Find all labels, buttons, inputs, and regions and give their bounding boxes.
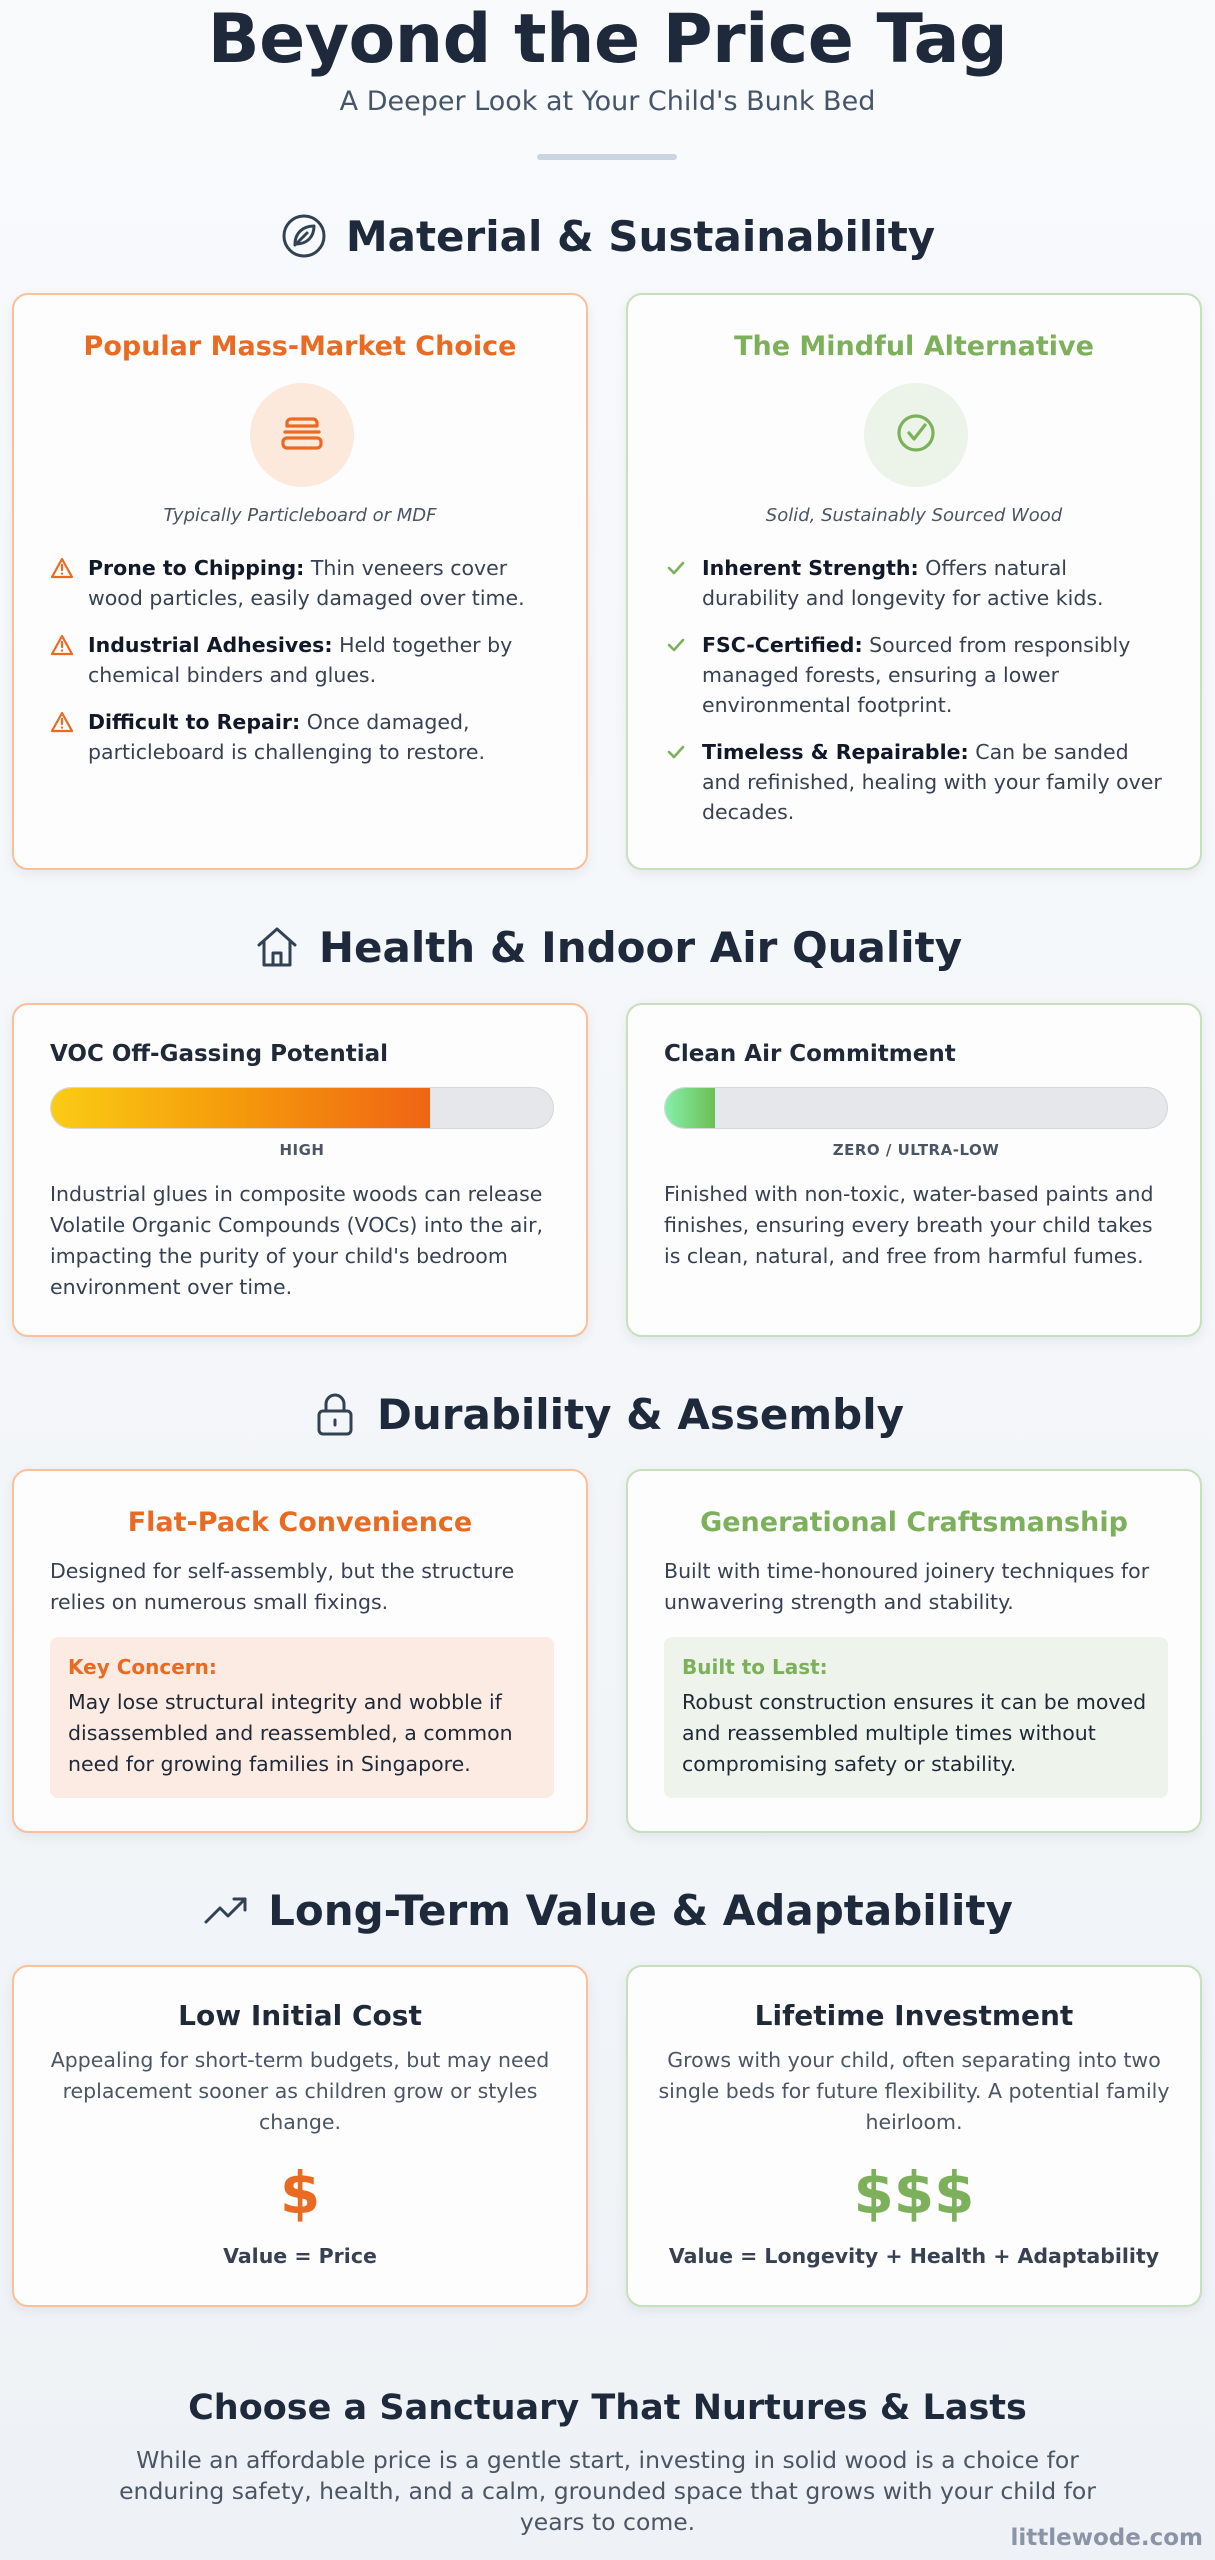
point-text: Thin veneers cover wood particles, easily damaged over time. (88, 556, 525, 610)
card-text: Finished with non-toxic, water-based paints and finishes, ensuring every breath your child takes is clean, natural, and free from harmful fumes. (664, 1182, 1154, 1268)
points-list (50, 553, 556, 784)
card-title: The Mindful Alternative (734, 331, 1094, 362)
site-watermark: littlewode.com (1010, 2525, 1203, 2551)
card-title: Lifetime Investment (754, 1999, 1074, 2032)
list-item (50, 707, 556, 767)
section-heading-health (0, 917, 1215, 977)
page-subtitle: A Deeper Look at Your Child's Bunk Bed (339, 86, 876, 117)
section-title: Material & Sustainability (345, 211, 936, 261)
card-title: Low Initial Cost (178, 1999, 422, 2032)
level-label: ZERO / ULTRA-LOW (832, 1141, 1000, 1159)
callout-text: May lose structural integrity and wobble if disassembled and reassembled, a common need for growing families in Singapore. (68, 1690, 513, 1776)
card-text: Appealing for short-term budgets, but may need replacement sooner as children grow or styles change. (50, 2048, 550, 2134)
voc-level-bar (50, 1087, 554, 1129)
callout-title: Built to Last: (682, 1655, 828, 1679)
points-list (664, 553, 1170, 844)
closing-text: While an affordable price is a gentle start, investing in solid wood is a choice for enduring safety, health, and a calm, grounded space that grows with your child for years to come. (119, 2446, 1096, 2536)
closing-title: Choose a Sanctuary That Nurtures & Lasts (188, 2388, 1027, 2428)
warning-icon (50, 633, 74, 657)
home-icon (253, 923, 301, 971)
card-voc (12, 1003, 588, 1337)
callout-text: Robust construction ensures it can be moved and reassembled multiple times without compromising safety or stability. (682, 1690, 1147, 1776)
section-heading-value (0, 1880, 1215, 1940)
card-clean-air (626, 1003, 1202, 1337)
clean-air-level-fill (665, 1088, 715, 1128)
card-text: Grows with your child, often separating into two single beds for future flexibility. A potential family heirloom. (658, 2048, 1170, 2134)
point-text: Offers natural durability and longevity for active kids. (702, 556, 1104, 610)
card-text: Built with time-honoured joinery techniques for unwavering strength and stability. (664, 1559, 1150, 1614)
section-heading-durability (0, 1384, 1215, 1444)
card-title: VOC Off-Gassing Potential (50, 1041, 388, 1067)
card-text: Industrial glues in composite woods can release Volatile Organic Compounds (VOCs) into the air, impacting the purity of your child's bedroom environment over time. (50, 1182, 544, 1299)
key-concern-callout (50, 1637, 554, 1798)
card-low-cost (12, 1965, 588, 2307)
card-mindful-material (626, 293, 1202, 870)
checkmark-icon (664, 556, 688, 580)
point-label: Industrial Adhesives: (88, 633, 333, 657)
card-lifetime-investment (626, 1965, 1202, 2307)
point-label: FSC-Certified: (702, 633, 863, 657)
checkmark-icon (664, 740, 688, 764)
card-title: Popular Mass-Market Choice (83, 331, 517, 362)
point-label: Inherent Strength: (702, 556, 919, 580)
callout-title: Key Concern: (68, 1655, 217, 1679)
list-item (50, 553, 556, 613)
section-title: Health & Indoor Air Quality (318, 922, 963, 972)
check-circle-icon (894, 411, 938, 459)
point-text: Sourced from responsibly managed forests, ensuring a lower environmental footprint. (702, 633, 1131, 717)
warning-icon (50, 710, 74, 734)
list-item (664, 553, 1170, 613)
card-flat-pack (12, 1469, 588, 1833)
voc-level-fill (51, 1088, 430, 1128)
list-item (664, 630, 1170, 720)
section-heading-material (0, 206, 1215, 266)
point-text: Held together by chemical binders and glues. (88, 633, 513, 687)
material-caption: Typically Particleboard or MDF (163, 505, 437, 526)
value-equation: Value = Price (223, 2244, 377, 2268)
list-item (50, 630, 556, 690)
card-mass-market-material (12, 293, 588, 870)
point-label: Timeless & Repairable: (702, 740, 969, 764)
check-icon-badge (864, 383, 968, 487)
checkmark-icon (664, 633, 688, 657)
card-text: Designed for self-assembly, but the structure relies on numerous small fixings. (50, 1559, 515, 1614)
point-text: Can be sanded and refinished, healing with your family over decades. (702, 740, 1162, 824)
list-item (664, 737, 1170, 827)
layers-icon (279, 413, 325, 457)
warning-icon (50, 556, 74, 580)
point-label: Prone to Chipping: (88, 556, 305, 580)
card-title: Flat-Pack Convenience (127, 1507, 473, 1538)
material-caption: Solid, Sustainably Sourced Wood (765, 505, 1063, 526)
built-to-last-callout (664, 1637, 1168, 1798)
leaf-icon (280, 212, 328, 260)
card-title: Clean Air Commitment (664, 1041, 956, 1067)
layers-icon-badge (250, 383, 354, 487)
price-symbol: $$$ (853, 2159, 975, 2227)
level-label: HIGH (279, 1141, 325, 1159)
card-title: Generational Craftsmanship (700, 1507, 1128, 1538)
page-title: Beyond the Price Tag (207, 0, 1008, 79)
section-title: Long-Term Value & Adaptability (268, 1885, 1013, 1935)
trending-up-icon (202, 1886, 250, 1934)
value-equation: Value = Longevity + Health + Adaptability (668, 2244, 1160, 2268)
point-label: Difficult to Repair: (88, 710, 301, 734)
point-text: Once damaged, particleboard is challenging to restore. (88, 710, 486, 764)
price-symbol: $ (279, 2159, 321, 2227)
header-divider (537, 154, 677, 160)
clean-air-level-bar (664, 1087, 1168, 1129)
section-title: Durability & Assembly (377, 1389, 904, 1439)
lock-icon (311, 1390, 359, 1438)
card-craftsmanship (626, 1469, 1202, 1833)
